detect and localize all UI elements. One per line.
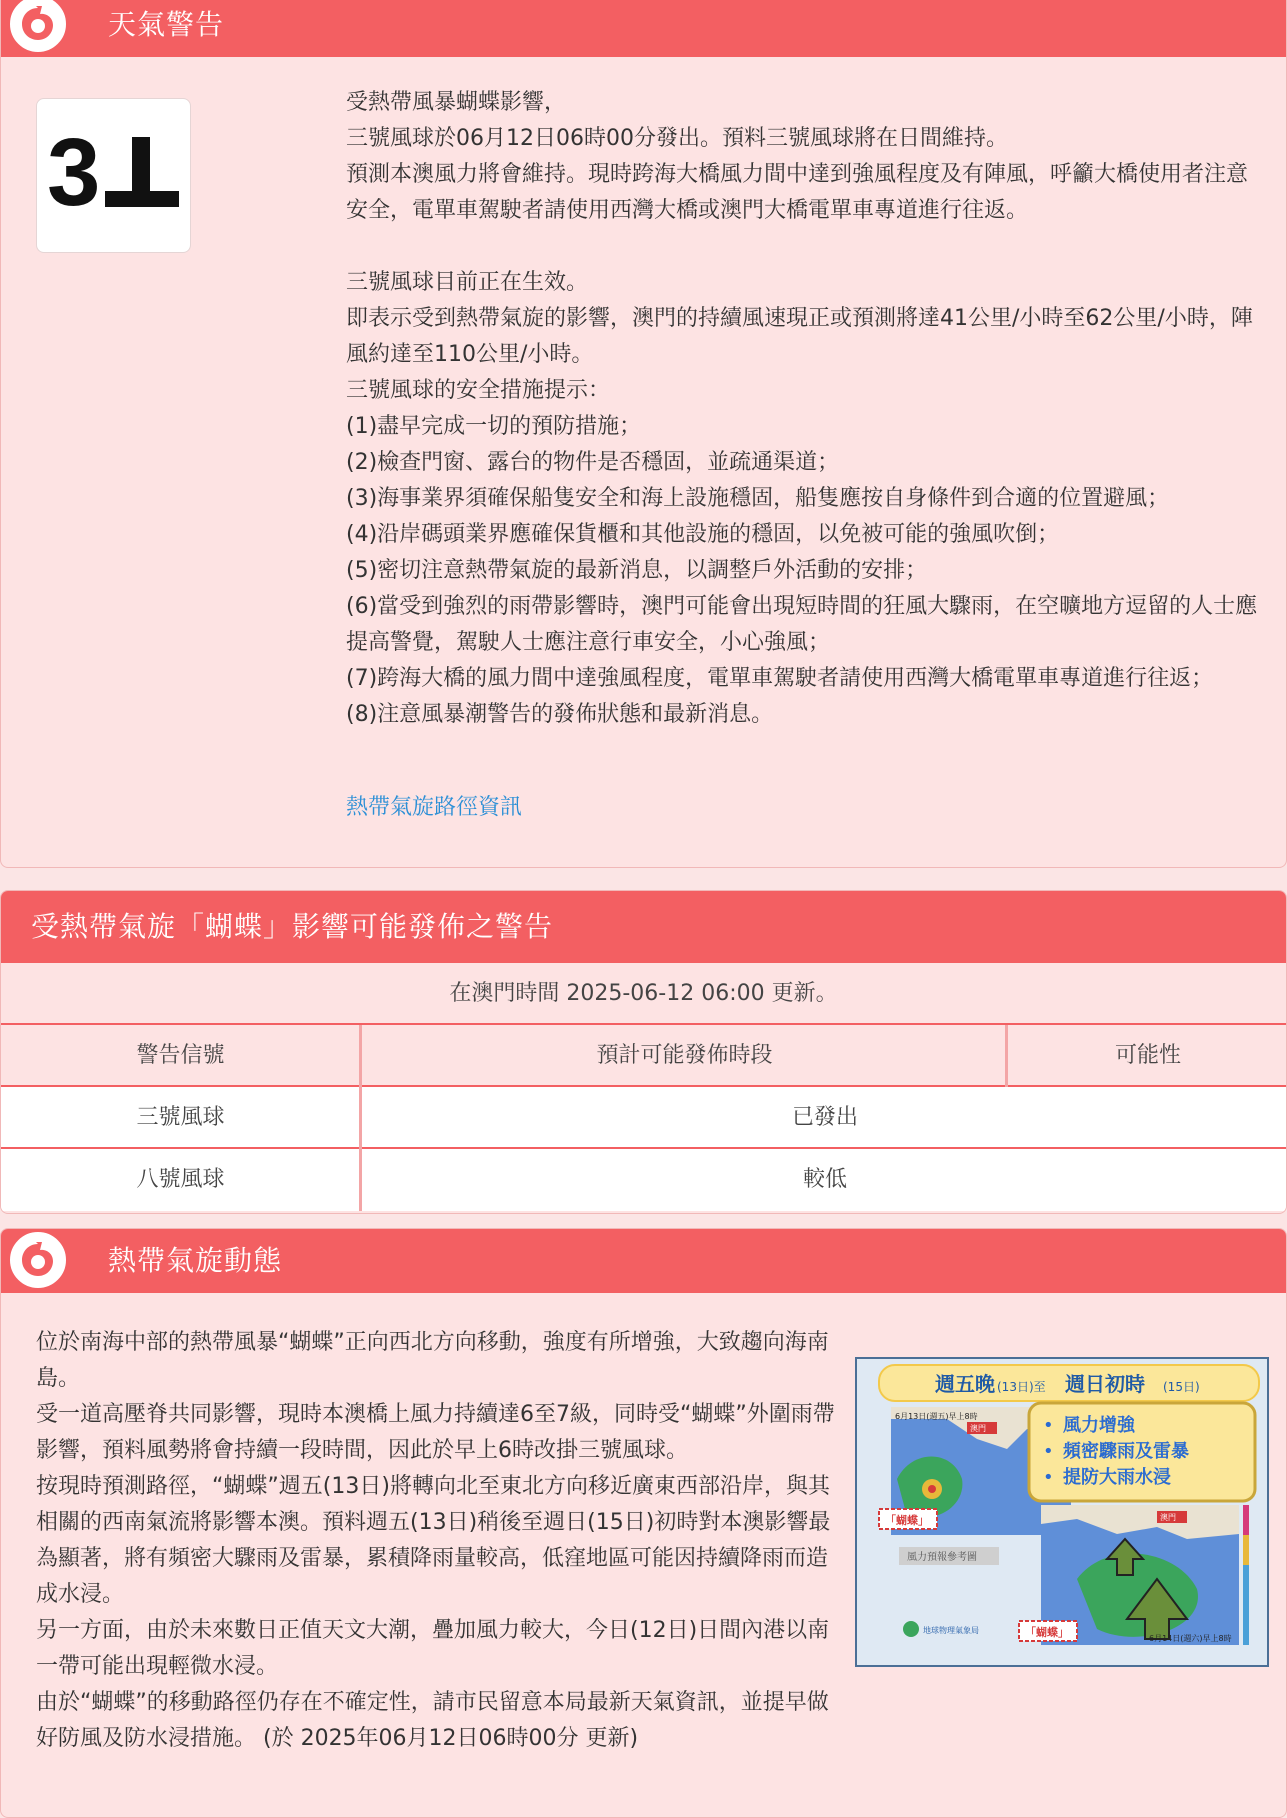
map-bullet: 提防大雨水浸 [1063, 1467, 1171, 1488]
column-header-likelihood: 可能性 [1114, 1043, 1181, 1068]
possible-warnings-header [1, 891, 1286, 963]
possible-warnings-panel [0, 890, 1287, 1214]
wind-forecast-map[interactable] [855, 1357, 1269, 1667]
map-heading-1: 週五晚 [935, 1372, 995, 1396]
row-signal: 八號風球 [136, 1167, 225, 1192]
warning-line: 即表示受到熱帶氣旋的影響，澳門的持續風速現正或預測將達41公里/小時至62公里/小時，陣風約達至110公里/小時。 [346, 306, 1253, 367]
map-bullet: 風力增強 [1063, 1415, 1135, 1436]
map-macau-label-2: 澳門 [1160, 1513, 1176, 1522]
weather-warning-panel [0, 0, 1287, 868]
warning-body [346, 85, 1266, 733]
warning-line: (2)檢查門窗、露台的物件是否穩固，並疏通渠道； [346, 450, 840, 475]
map-storm-label: 「蝴蝶」 [885, 1514, 929, 1527]
map-heading-small-1: (13日)至 [997, 1380, 1046, 1394]
warning-line: (3)海事業界須確保船隻安全和海上設施穩固，船隻應按自身條件到合適的位置避風； [346, 486, 1170, 511]
warning-line: (4)沿岸碼頭業界應確保貨櫃和其他設施的穩固，以免被可能的強風吹倒； [346, 522, 1060, 547]
map-macau-label: 澳門 [970, 1424, 986, 1433]
warning-line: (8)注意風暴潮警告的發佈狀態和最新消息。 [346, 702, 774, 727]
warning-line: 預測本澳風力將會維持。現時跨海大橋風力間中達到強風程度及有陣風，呼籲大橋使用者注意安全，電單車駕駛者請使用西灣大橋或澳門大橋電單車專道進行往返。 [346, 162, 1249, 223]
table-row [1, 1087, 1286, 1149]
map-heading-small-2: (15日) [1163, 1380, 1200, 1394]
map-date-bottom: 6月14日(週六)早上8時 [1149, 1634, 1232, 1643]
column-header-period: 預計可能發佈時段 [596, 1043, 773, 1068]
warning-line: (7)跨海大橋的風力間中達強風程度，電單車駕駛者請使用西灣大橋電單車專道進行往返； [346, 666, 1214, 691]
dynamics-paragraph: 另一方面，由於未來數日正值天文大潮，疊加風力較大，今日(12日)日間內港以南一帶可能出現輕微水浸。 [36, 1618, 830, 1679]
table-row [1, 1149, 1286, 1211]
map-heading-2: 週日初時 [1065, 1372, 1145, 1396]
row-status: 較低 [802, 1167, 847, 1192]
cyclone-track-link[interactable]: 熱帶氣旋路徑資訊 [346, 795, 523, 820]
dynamics-paragraph: 位於南海中部的熱帶風暴“蝴蝶”正向西北方向移動，強度有所增強，大致趨向海南島。 [36, 1330, 829, 1391]
weather-warning-title: 天氣警告 [108, 8, 225, 41]
map-agency: 地球物理氣象局 [923, 1626, 979, 1635]
dynamics-paragraph: 按現時預測路徑，“蝴蝶”週五(13日)將轉向北至東北方向移近廣東西部沿岸，與其相關的西南氣流將影響本澳。預料週五(13日)稍後至週日(15日)初時對本澳影響最為顯著，將有頻密大驟雨及雷暴，累積降雨量較高，低窪地區可能因持續降雨而造成水浸。 [36, 1474, 831, 1607]
warning-line: (5)密切注意熱帶氣旋的最新消息，以調整戶外活動的安排； [346, 558, 928, 583]
paragraph-gap [346, 229, 1266, 265]
svg-text:•: • [1043, 1467, 1054, 1488]
row-status: 已發出 [791, 1105, 858, 1130]
weather-warning-header [1, 0, 1286, 57]
signal-number: 3 [47, 119, 101, 226]
svg-text:•: • [1043, 1441, 1054, 1462]
warning-line: (1)盡早完成一切的預防措施； [346, 414, 642, 439]
svg-text:•: • [1043, 1415, 1054, 1436]
map-storm-label-2: 「蝴蝶」 [1025, 1626, 1069, 1639]
dynamics-paragraph: 由於“蝴蝶”的移動路徑仍存在不確定性，請市民留意本局最新天氣資訊，並提早做好防風及防水浸措施。 (於 2025年06月12日06時00分 更新) [36, 1690, 829, 1751]
warning-line: 三號風球的安全措施提示： [346, 378, 611, 403]
row-signal: 三號風球 [136, 1105, 225, 1130]
cyclone-dynamics-body [36, 1325, 836, 1757]
column-header-signal: 警告信號 [136, 1043, 225, 1068]
warning-line: 三號風球目前正在生效。 [346, 270, 589, 295]
warning-line: 受熱帶風暴蝴蝶影響， [346, 90, 567, 115]
cyclone-dynamics-title: 熱帶氣旋動態 [108, 1244, 283, 1277]
signal-3-icon [36, 98, 191, 253]
table-header-row [1, 1025, 1286, 1087]
smg-logo-icon [7, 0, 69, 55]
cyclone-dynamics-panel [0, 1228, 1287, 1818]
cyclone-dynamics-header [1, 1229, 1286, 1293]
smg-logo-icon [7, 1229, 69, 1291]
map-legend-label: 風力預報參考圖 [907, 1552, 977, 1563]
warning-line: (6)當受到強烈的雨帶影響時，澳門可能會出現短時間的狂風大驟雨，在空曠地方逗留的人士應提高警覺，駕駛人士應注意行車安全，小心強風； [346, 594, 1258, 655]
map-date-top: 6月13日(週五)早上8時 [895, 1412, 978, 1421]
update-time: 在澳門時間 2025-06-12 06:00 更新。 [1, 963, 1286, 1025]
dynamics-paragraph: 受一道高壓脊共同影響，現時本澳橋上風力持續達6至7級，同時受“蝴蝶”外圍雨帶影響，預料風勢將會持續一段時間，因此於早上6時改掛三號風球。 [36, 1402, 835, 1463]
map-bullet: 頻密驟雨及雷暴 [1063, 1441, 1189, 1462]
possible-warnings-title: 受熱帶氣旋「蝴蝶」影響可能發佈之警告 [31, 910, 554, 943]
warning-line: 三號風球於06月12日06時00分發出。預料三號風球將在日間維持。 [346, 126, 1008, 151]
